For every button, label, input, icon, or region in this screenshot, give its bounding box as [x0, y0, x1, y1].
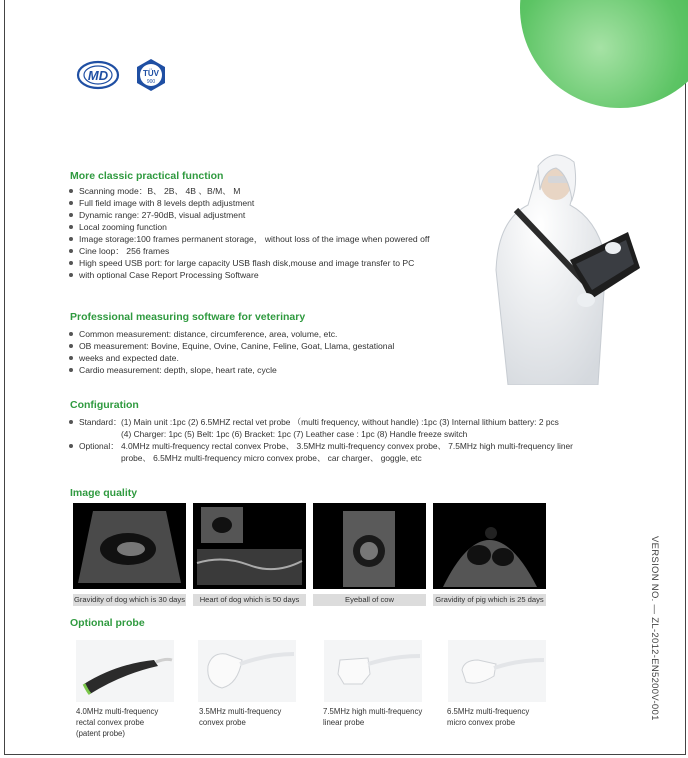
section-title-optional-probe: Optional probe: [70, 617, 145, 629]
list-item: Local zooming function: [68, 221, 429, 233]
list-item: Image storage:100 frames permanent storage， without loss of the image when powered off: [68, 233, 429, 245]
config-optional-label: Optional：: [79, 441, 119, 451]
probe-caption-convex: 3.5MHz multi-frequency convex probe: [199, 707, 282, 727]
section-title-configuration: Configuration: [70, 399, 139, 411]
probe-micro-convex-image: [448, 640, 546, 702]
config-standard-row: [68, 416, 573, 428]
configuration-block: [68, 416, 573, 464]
caption-cow-eye: Eyeball of cow: [313, 594, 426, 606]
caption-dog-heart: Heart of dog which is 50 days: [193, 594, 306, 606]
config-standard-line2: (4) Charger: 1pc (5) Belt: 1pc (6) Bracket: 1pc (7) Leather case : 1pc (8) Handle freeze switch: [121, 429, 468, 439]
probe-caption-rectal: 4.0MHz multi-frequency rectal convex probe (patent probe): [76, 707, 159, 738]
list-item: Cine loop： 256 frames: [68, 245, 429, 257]
version-number: VERSION NO. — ZL-2012-EN5200V-001: [649, 536, 660, 721]
list-item-continuation: weeks and expected date.: [68, 352, 394, 364]
probe-caption-micro-convex: 6.5MHz multi-frequency micro convex probe: [447, 707, 530, 727]
section-title-software: Professional measuring software for veterinary: [70, 311, 306, 323]
probe-convex-image: [198, 640, 296, 702]
probe-caption-linear: 7.5MHz high multi-frequency linear probe: [323, 707, 423, 727]
section-title-function: More classic practical function: [70, 170, 224, 182]
operator-illustration: [478, 150, 648, 385]
probe-rectal-image: [76, 640, 174, 702]
config-optional-line2: probe、 6.5MHz multi-frequency micro convex probe、 car charger、 goggle, etc: [121, 453, 422, 463]
list-item: Common measurement: distance, circumference, area, volume, etc.: [68, 328, 394, 340]
section-title-image-quality: Image quality: [70, 487, 138, 499]
ultrasound-image-dog-heart: [193, 503, 306, 589]
list-item: High speed USB port: for large capacity USB flash disk,mouse and image transfer to PC: [68, 257, 429, 269]
list-item: Cardio measurement: depth, slope, heart rate, cycle: [68, 364, 394, 376]
ultrasound-image-pig-25: [433, 503, 546, 589]
tuv-cert-icon: [134, 58, 168, 92]
list-item: Dynamic range: 27-90dB, visual adjustment: [68, 209, 429, 221]
tuv-cert-number: 900: [146, 79, 156, 85]
software-list: [68, 328, 394, 376]
ultrasound-image-dog-30: [73, 503, 186, 589]
config-optional-row: [68, 440, 573, 452]
logo-bar: [76, 58, 168, 92]
config-standard-label: Standard：: [79, 417, 122, 427]
list-item: Scanning mode：B、 2B、 4B 、B/M、 M: [68, 185, 429, 197]
ultrasound-image-cow-eye: [313, 503, 426, 589]
probe-linear-image: [324, 640, 422, 702]
config-optional-line1: 4.0MHz multi-frequency rectal convex Probe、 3.5MHz multi-frequency convex probe、 7.5MHz high multi-frequency liner: [121, 441, 573, 451]
list-item: Full field image with 8 levels depth adjustment: [68, 197, 429, 209]
md-logo-letters: MD: [87, 68, 109, 83]
list-item: OB measurement: Bovine, Equine, Ovine, Canine, Feline, Goat, Llama, gestational: [68, 340, 394, 352]
list-item-continuation: with optional Case Report Processing Software: [68, 269, 429, 281]
function-list: [68, 185, 429, 281]
config-standard-line1: (1) Main unit :1pc (2) 6.5MHZ rectal vet probe （multi frequency, without handle) :1pc (3) Internal lithium battery: 2 pcs: [121, 417, 559, 427]
green-corner-decoration: [520, 0, 688, 108]
tuv-cert-letters: TÜV: [143, 69, 159, 78]
md-logo-icon: [76, 60, 120, 90]
caption-pig-25: Gravidity of pig which is 25 days: [433, 594, 546, 606]
caption-dog-30: Gravidity of dog which is 30 days: [73, 595, 185, 604]
